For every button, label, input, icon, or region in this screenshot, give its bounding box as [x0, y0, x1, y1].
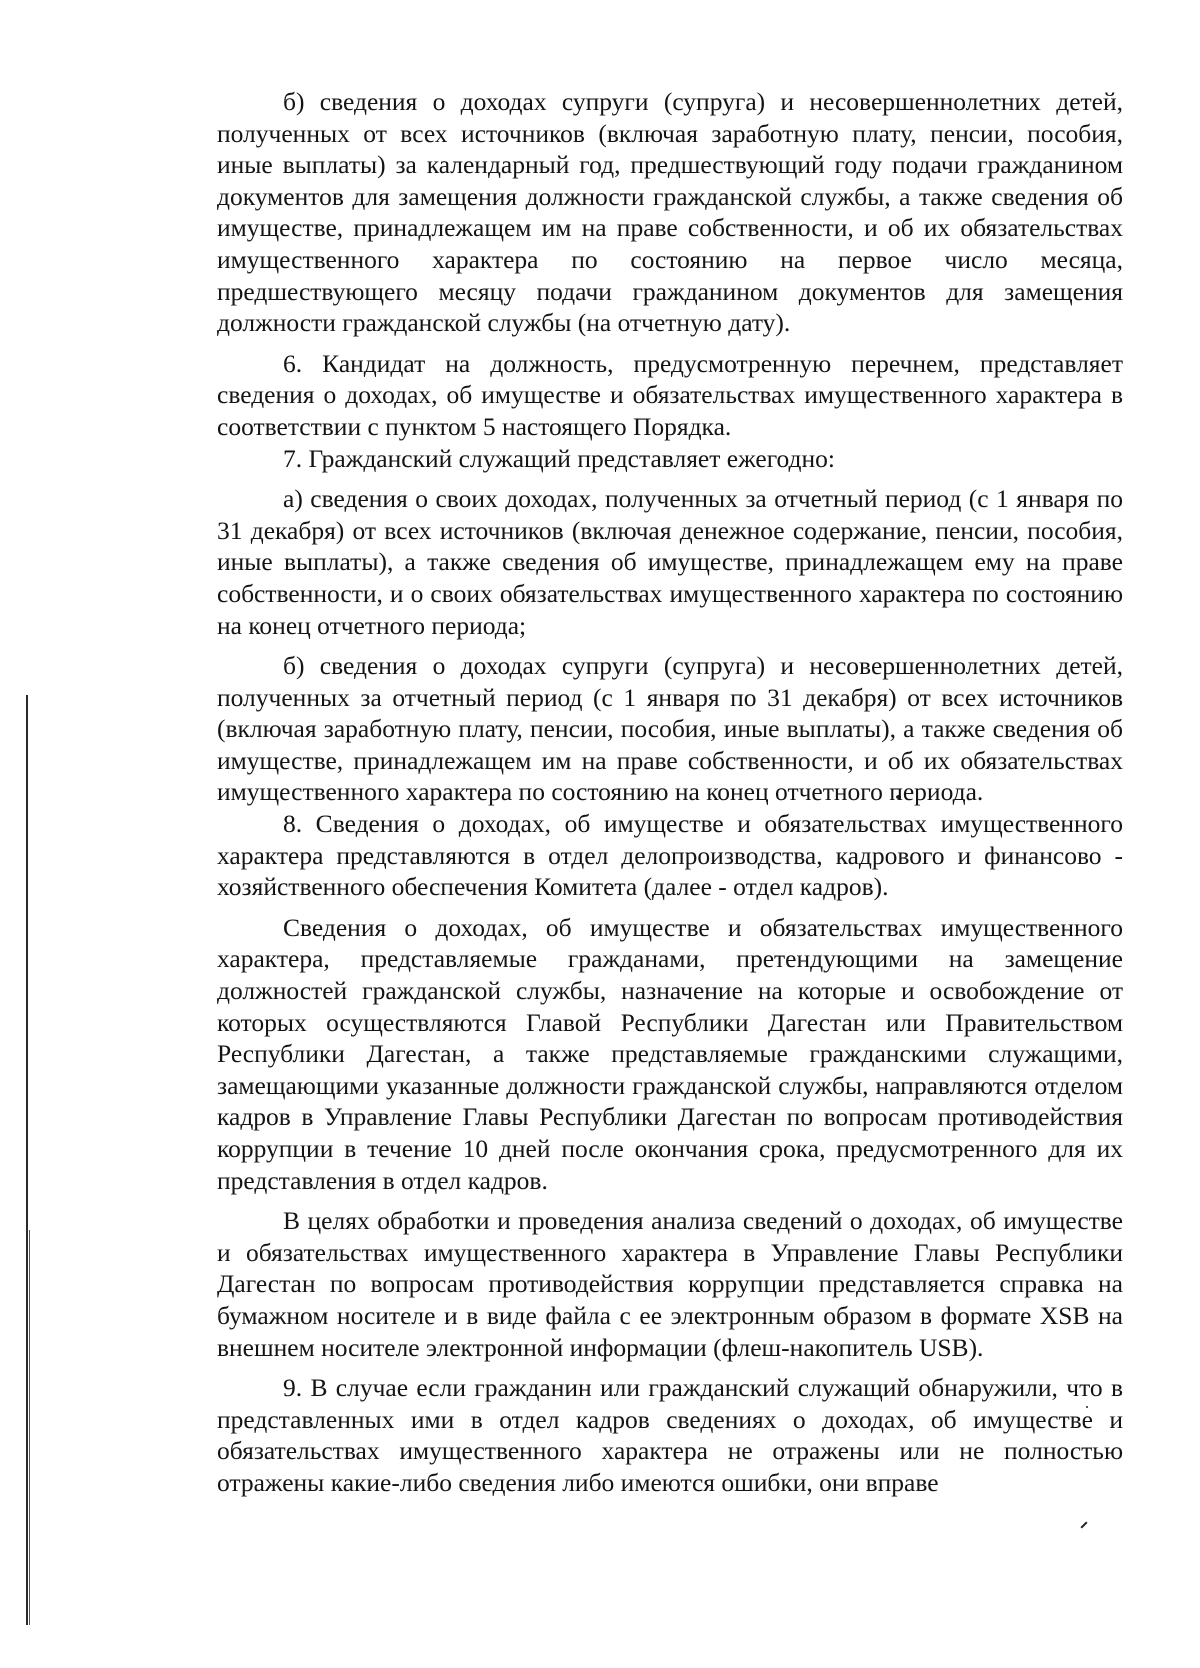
scan-mark [1080, 1521, 1087, 1528]
paragraph-7b-spouse-income: б) сведения о доходах супруги (супруга) и несовершеннолетних детей, полученных за отчетный период (с 1 января по 31 декабря) от всех источников (включая заработную плату, пенсии, пособия, иные выплаты), а также сведения об имуществе, принадлежащем им на праве собственности, и об их обязательствах имущественного характера по состоянию на конец отчетного периода. [217, 651, 1123, 807]
paragraph-6-candidate: 6. Кандидат на должность, предусмотренную перечнем, представляет сведения о доходах, об имуществе и обязательствах имущественного характера в соответствии с пунктом 5 настоящего Порядка. [217, 348, 1123, 441]
scan-edge-line-inner [29, 1230, 30, 1625]
paragraph-8-submission: 8. Сведения о доходах, об имуществе и обязательствах имущественного характера представляются в отдел делопроизводства, кадрового и финансово - хозяйственного обеспечения Комитета (далее - отдел кадров). [217, 809, 1123, 902]
paragraph-8-analysis: В целях обработки и проведения анализа сведений о доходах, об имуществе и обязательствах имущественного характера в Управление Главы Республики Дагестан по вопросам противодействия коррупции представляется справка на бумажном носителе и в виде файла с ее электронным образом в формате XSB на внешнем носителе электронной информации (флеш-накопитель USB). [217, 1206, 1123, 1362]
paragraph-8-forwarding: Сведения о доходах, об имуществе и обязательствах имущественного характера, представляемые гражданами, претендующими на замещение должностей гражданской службы, назначение на которые и освобождение от которых осуществляются Главой Республики Дагестан или Правительством Республики Дагестан, а также представляемые гражданскими служащими, замещающими указанные должности гражданской службы, направляются отделом кадров в Управление Главы Республики Дагестан по вопросам противодействия коррупции в течение 10 дней после окончания срока, предусмотренного для их представления в отдел кадров. [217, 912, 1123, 1195]
document-page [217, 86, 1123, 1499]
paragraph-7-annual-report: 7. Гражданский служащий представляет ежегодно: [283, 443, 835, 473]
paragraph-b-spouse-income: б) сведения о доходах супруги (супруга) и несовершеннолетних детей, полученных от всех источников (включая заработную плату, пенсии, пособия, иные выплаты) за календарный год, предшествующий году подачи гражданином документов для замещения должности гражданской службы, а также сведения об имуществе, принадлежащем им на праве собственности, и об их обязательствах имущественного характера по состоянию на первое число месяца, предшествующего месяцу подачи гражданином документов для замещения должности гражданской службы (на отчетную дату). [217, 87, 1123, 338]
paragraph-9-corrections: 9. В случае если гражданин или гражданский служащий обнаружили, что в представленных ими в отдел кадров сведениях о доходах, об имуществе и обязательствах имущественного характера не отражены или не полностью отражены какие-либо сведения либо имеются ошибки, они вправе [217, 1373, 1123, 1497]
paragraph-7a-own-income: а) сведения о своих доходах, полученных за отчетный период (с 1 января по 31 декабря) от всех источников (включая денежное содержание, пенсии, пособия, иные выплаты), а также сведения об имуществе, принадлежащем ему на праве собственности, и о своих обязательствах имущественного характера по состоянию на конец отчетного периода; [217, 484, 1123, 640]
scan-edge-line [26, 695, 28, 1625]
